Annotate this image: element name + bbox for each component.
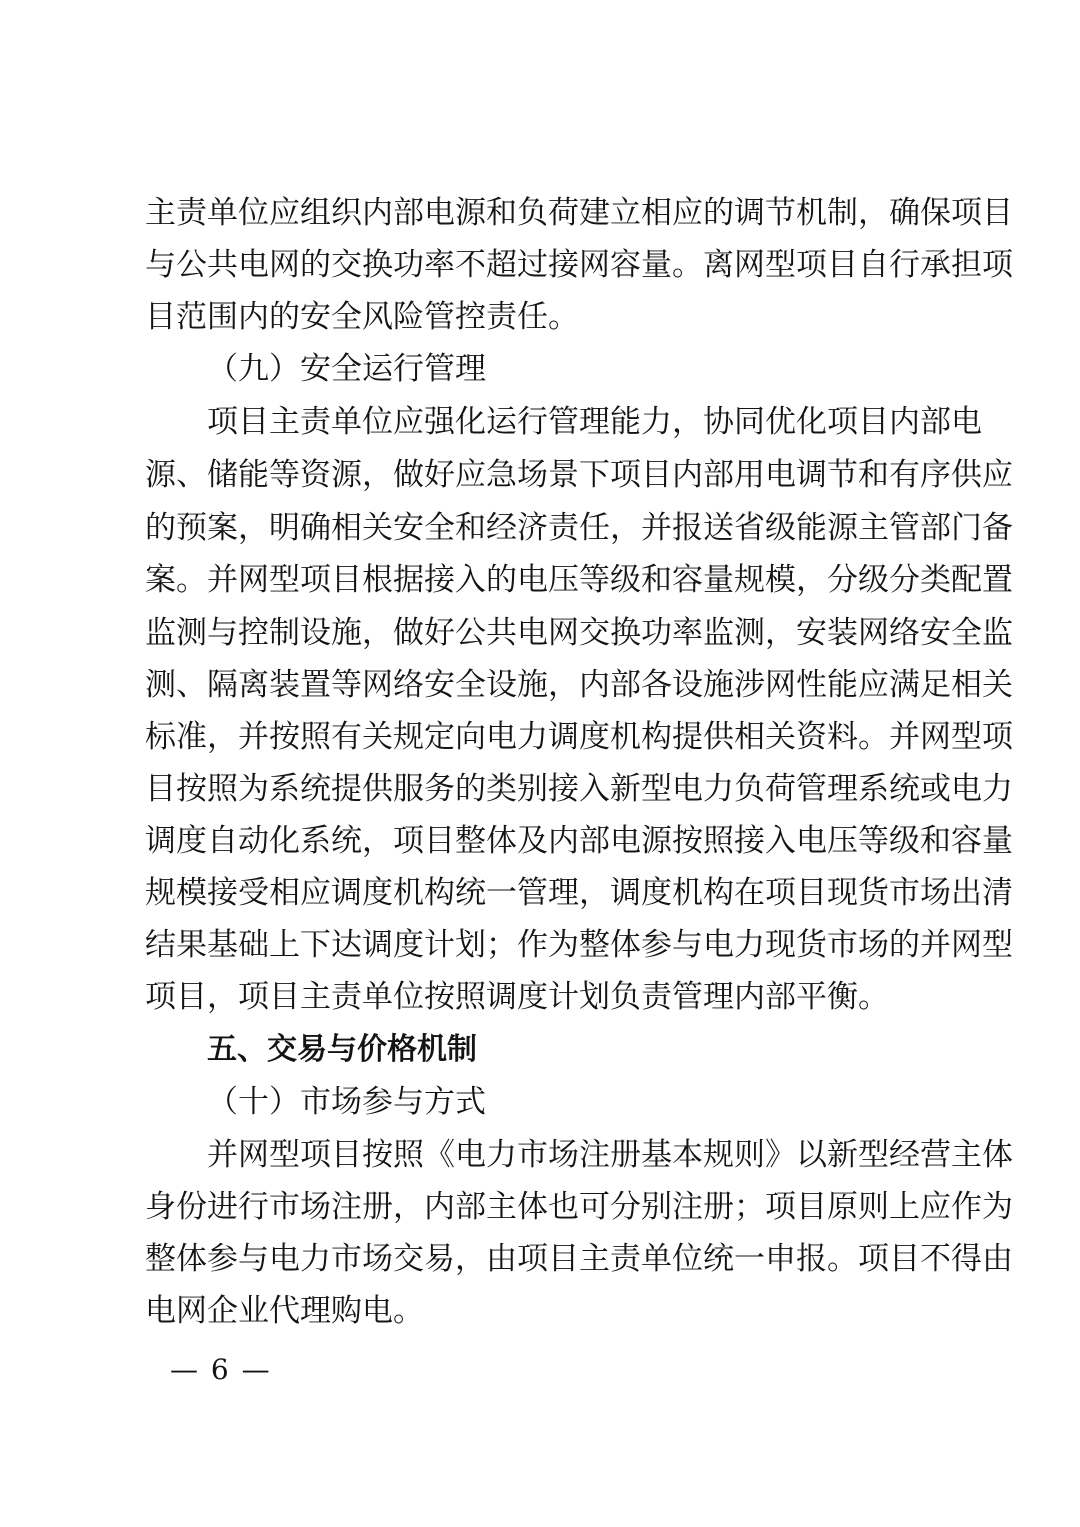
paragraph-line: 标准，并按照有关规定向电力调度机构提供相关资料。并网型项 <box>145 719 1013 755</box>
paragraph-line: 监测与控制设施，做好公共电网交换功率监测，安装网络安全监 <box>145 615 1013 651</box>
paragraph-line: 与公共电网的交换功率不超过接网容量。离网型项目自行承担项 <box>145 247 1013 283</box>
paragraph-line: 主责单位应组织内部电源和负荷建立相应的调节机制，确保项目 <box>145 195 1013 231</box>
paragraph-line: 规模接受相应调度机构统一管理，调度机构在项目现货市场出清 <box>145 875 1013 911</box>
paragraph-line: 身份进行市场注册，内部主体也可分别注册；项目原则上应作为 <box>145 1189 1013 1225</box>
paragraph-line: 项目主责单位应强化运行管理能力，协同优化项目内部电 <box>207 404 982 440</box>
section-heading-9: （九）安全运行管理 <box>207 351 486 387</box>
paragraph-line: 的预案，明确相关安全和经济责任，并报送省级能源主管部门备 <box>145 510 1013 546</box>
paragraph-line: 电网企业代理购电。 <box>145 1293 424 1329</box>
paragraph-line: 源、储能等资源，做好应急场景下项目内部用电调节和有序供应 <box>145 457 1013 493</box>
paragraph-line: 项目，项目主责单位按照调度计划负责管理内部平衡。 <box>145 979 889 1015</box>
paragraph-line: 案。并网型项目根据接入的电压等级和容量规模，分级分类配置 <box>145 562 1013 598</box>
paragraph-line: 测、隔离装置等网络安全设施，内部各设施涉网性能应满足相关 <box>145 667 1013 703</box>
paragraph-line: 目按照为系统提供服务的类别接入新型电力负荷管理系统或电力 <box>145 771 1013 807</box>
paragraph-line: 并网型项目按照《电力市场注册基本规则》以新型经营主体 <box>207 1137 1013 1173</box>
paragraph-line: 结果基础上下达调度计划；作为整体参与电力现货市场的并网型 <box>145 927 1013 963</box>
paragraph-line: 目范围内的安全风险管控责任。 <box>145 299 579 335</box>
page-number: — 6 — <box>170 1353 272 1386</box>
chapter-heading-5: 五、交易与价格机制 <box>207 1032 477 1067</box>
section-heading-10: （十）市场参与方式 <box>207 1084 486 1120</box>
paragraph-line: 整体参与电力市场交易，由项目主责单位统一申报。项目不得由 <box>145 1241 1013 1277</box>
paragraph-line: 调度自动化系统，项目整体及内部电源按照接入电压等级和容量 <box>145 823 1013 859</box>
